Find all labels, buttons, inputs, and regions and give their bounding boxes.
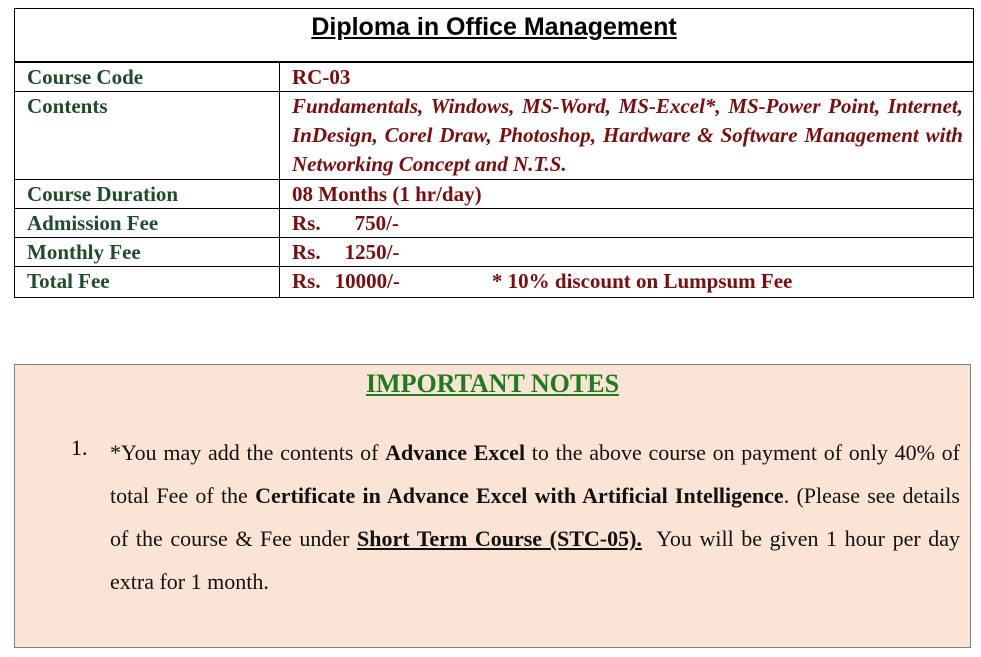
course-code-label: Course Code [15,62,280,92]
short-term-course-reference: Short Term Course (STC-05). [357,526,642,551]
table-row [15,267,974,298]
monthly-fee-label: Monthly Fee [15,238,280,267]
admission-fee-label: Admission Fee [15,209,280,238]
contents-value: Fundamentals, Windows, MS-Word, MS-Excel*, MS-Power Point, Internet, InDesign, Corel Draw, Photoshop, Hardware & Software Management with Networking Concept and N.T.S. [280,92,974,180]
monthly-fee-currency: Rs. [292,240,321,264]
table-row [15,238,974,267]
note-text: to the above course on payment of only 40% of total Fee of the [110,440,960,508]
note-text: *You may add the contents of [110,440,386,465]
total-fee-currency: Rs. [292,269,321,293]
course-code-value: RC-03 [280,62,974,92]
important-notes-box [14,364,971,648]
monthly-fee-value [280,238,974,267]
duration-label: Course Duration [15,180,280,209]
total-fee-label: Total Fee [15,267,280,298]
title-row [15,9,974,63]
admission-fee-value [280,209,974,238]
note-text: . (Please see details of the course & Fee under [110,483,960,551]
table-row [15,62,974,92]
lumpsum-discount-note: * 10% discount on Lumpsum Fee [491,269,793,293]
note-text: You will be given 1 hour per day extra for 1 month. [110,526,966,594]
contents-label: Contents [15,92,280,180]
admission-fee-amount: 750/- [354,211,399,235]
note-item [110,431,966,603]
total-fee-amount: 10000/- [334,269,400,293]
note-bold-certificate: Certificate in Advance Excel with Artificial Intelligence [255,483,784,508]
table-row [15,209,974,238]
table-row [15,180,974,209]
note-number: 1. [71,435,88,460]
monthly-fee-amount: 1250/- [344,240,400,264]
note-bold-advance-excel: Advance Excel [385,440,526,465]
total-fee-value [280,267,974,298]
course-details-table [14,8,974,298]
page-title: Diploma in Office Management [311,13,677,41]
notes-title: IMPORTANT NOTES [365,369,620,398]
duration-value: 08 Months (1 hr/day) [280,180,974,209]
table-row [15,92,974,180]
admission-fee-currency: Rs. [292,211,321,235]
page-title-cell [15,9,974,63]
